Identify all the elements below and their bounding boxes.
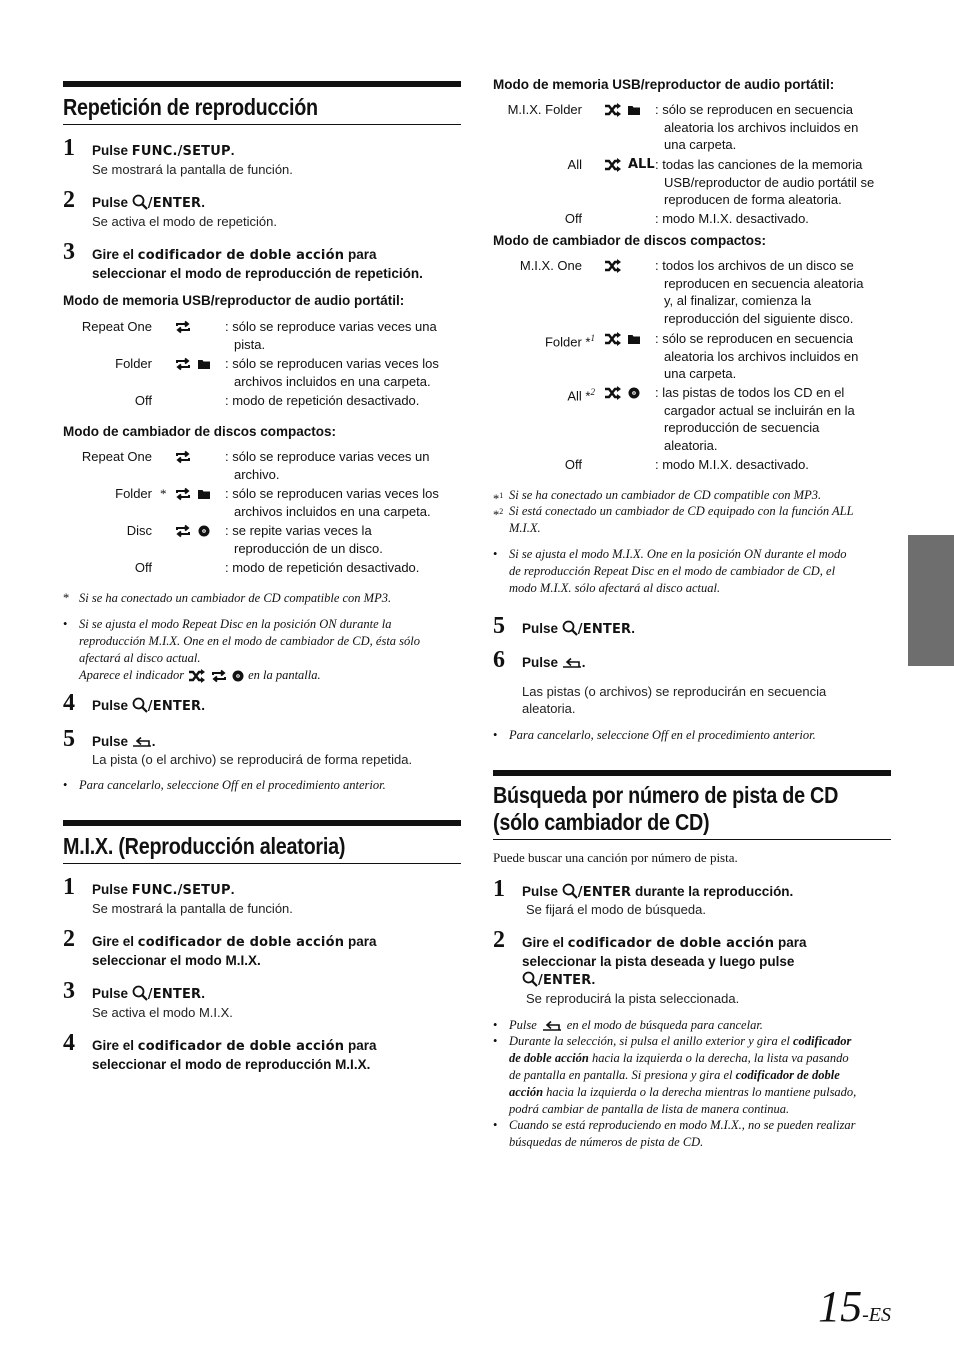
search-icon [522, 971, 538, 987]
search-icon [132, 985, 148, 1001]
intro-text: Puede buscar una canción por número de pista. [493, 850, 738, 865]
search-icon [132, 194, 148, 210]
step-number: 5 [493, 613, 505, 639]
mode-label: Off [564, 457, 582, 472]
mode-label: M.I.X. One [519, 258, 582, 273]
mode-label: Folder [115, 486, 152, 501]
section-tab [908, 535, 954, 666]
disc-icon [628, 387, 640, 399]
mode-heading-usb: Modo de memoria USB/reproductor de audio portátil: [493, 77, 835, 92]
step-number: 1 [63, 135, 75, 161]
step-instruction: Pulse /ENTER durante la reproducción. [522, 884, 794, 900]
mode-desc: : se repite varias veces la reproducción de un disco. [225, 523, 383, 556]
repeat-icon [174, 320, 192, 334]
disc-icon [232, 670, 244, 682]
step-result: Se reproducirá la pista seleccionada. [526, 991, 740, 1006]
folder-icon [198, 359, 210, 369]
mode-desc: : modo de repetición desactivado. [225, 393, 420, 408]
mode-label: All [567, 157, 582, 172]
section-title-repeat: Repetición de reproducción [63, 81, 461, 125]
note: • Si se ajusta el modo Repeat Disc en la posición ON durante la reproducción M.I.X. One en el modo de cambiador de CD, ésta sólo afectará al disco actual. Aparece el indicador en la pantalla. [63, 617, 421, 682]
shuffle-icon [604, 332, 622, 346]
mode-desc: : sólo se reproducen en secuencia aleatoria los archivos incluidos en una carpeta. [655, 331, 859, 381]
mode-label: Off [134, 393, 152, 408]
mode-label: Repeat One [81, 319, 152, 334]
mode-label: All *$^2$ [567, 387, 595, 404]
return-icon [132, 736, 152, 748]
search-icon [132, 697, 148, 713]
step-number: 3 [63, 239, 75, 265]
step-number: 1 [493, 876, 505, 902]
step-instruction: Pulse /ENTER. [522, 621, 636, 637]
mode-desc: : modo M.I.X. desactivado. [655, 211, 809, 226]
section-title-mix: M.I.X. (Reproducción aleatoria) [63, 820, 461, 864]
folder-icon [628, 105, 640, 115]
mode-desc: : sólo se reproducen varias veces los archivos incluidos en una carpeta. [225, 356, 439, 389]
mode-label: Repeat One [81, 449, 152, 464]
step-instruction: Pulse . [522, 655, 586, 670]
step-instruction: Pulse /ENTER. [92, 698, 206, 714]
return-icon [542, 1020, 562, 1032]
step-instruction: Gire el codificador de doble acción para seleccionar el modo de reproducción de repetición. [92, 247, 423, 281]
step-instruction: Pulse FUNC./SETUP. [92, 882, 235, 898]
mode-label: Off [564, 211, 582, 226]
shuffle-icon [604, 386, 622, 400]
step-instruction: Pulse /ENTER. [92, 986, 206, 1002]
mode-desc: : las pistas de todos los CD en el cargador actual se incluirán en la reproducción de secuencia aleatoria. [655, 385, 855, 453]
step-result: Las pistas (o archivos) se reproducirán en secuencia aleatoria. [522, 684, 827, 716]
step-number: 2 [63, 187, 75, 213]
folder-icon [198, 489, 210, 499]
footnote-mark: * [160, 486, 167, 501]
step-number: 4 [63, 1030, 75, 1056]
repeat-icon [174, 450, 192, 464]
repeat-icon [210, 669, 228, 683]
step-number: 4 [63, 690, 75, 716]
shuffle-icon [604, 158, 622, 172]
step-number: 5 [63, 726, 75, 752]
step-number: 1 [63, 874, 75, 900]
mode-heading-cd: Modo de cambiador de discos compactos: [63, 424, 337, 439]
step-instruction: Pulse /ENTER. [92, 195, 206, 211]
repeat-icon [174, 357, 192, 371]
shuffle-icon [604, 259, 622, 273]
mode-desc: : sólo se reproduce varias veces un archivo. [225, 449, 430, 482]
shuffle-icon [188, 669, 206, 683]
step-number: 2 [63, 926, 75, 952]
mode-heading-usb: Modo de memoria USB/reproductor de audio portátil: [63, 293, 405, 308]
mode-desc: : sólo se reproduce varias veces una pista. [225, 319, 437, 352]
step-result: Se activa el modo de repetición. [92, 214, 277, 229]
mode-label: Off [134, 560, 152, 575]
folder-icon [628, 334, 640, 344]
mode-desc: : modo de repetición desactivado. [225, 560, 420, 575]
step-number: 3 [63, 978, 75, 1004]
mode-desc: : sólo se reproducen en secuencia aleatoria los archivos incluidos en una carpeta. [655, 102, 859, 152]
step-instruction: Pulse FUNC./SETUP. [92, 143, 235, 159]
mode-desc: : todos los archivos de un disco se reproducen en secuencia aleatoria y, al finalizar, comienza la reproducción del siguiente disco. [655, 258, 864, 326]
mode-label: Folder [115, 356, 152, 371]
step-instruction: Gire el codificador de doble acción para seleccionar el modo de reproducción M.I.X. [92, 1038, 377, 1072]
mode-desc: : todas las canciones de la memoria USB/reproductor de audio portátil se reproducen de forma aleatoria. [655, 157, 875, 207]
step-result: Se fijará el modo de búsqueda. [526, 902, 706, 917]
mode-label: Folder *$^1$ [544, 333, 595, 350]
mode-desc: : modo M.I.X. desactivado. [655, 457, 809, 472]
step-result: La pista (o el archivo) se reproducirá de forma repetida. [92, 752, 413, 767]
mode-desc: : sólo se reproducen varias veces los archivos incluidos en una carpeta. [225, 486, 439, 519]
step-result: Se activa el modo M.I.X. [92, 1005, 233, 1020]
page-number: 15-ES [818, 1282, 891, 1331]
mode-heading-cd: Modo de cambiador de discos compactos: [493, 233, 767, 248]
step-result: Se mostrará la pantalla de función. [92, 901, 293, 916]
all-icon: ALL [628, 157, 655, 173]
section-title-track-search: Búsqueda por número de pista de CD (sólo cambiador de CD) [493, 770, 891, 840]
step-instruction: Gire el codificador de doble acción para seleccionar el modo M.I.X. [92, 934, 377, 968]
repeat-icon [174, 487, 192, 501]
disc-icon [198, 525, 210, 537]
search-icon [562, 620, 578, 636]
search-icon [562, 883, 578, 899]
shuffle-icon [604, 103, 622, 117]
step-result: Se mostrará la pantalla de función. [92, 162, 293, 177]
step-number: 2 [493, 927, 505, 953]
repeat-icon [174, 524, 192, 538]
mode-label: Disc [126, 523, 152, 538]
mode-label: M.I.X. Folder [507, 102, 582, 117]
return-icon [562, 657, 582, 669]
step-number: 6 [493, 647, 505, 673]
step-instruction: Gire el codificador de doble acción para seleccionar la pista deseada y luego pulse /ENTER. [522, 935, 807, 988]
step-instruction: Pulse . [92, 734, 156, 749]
